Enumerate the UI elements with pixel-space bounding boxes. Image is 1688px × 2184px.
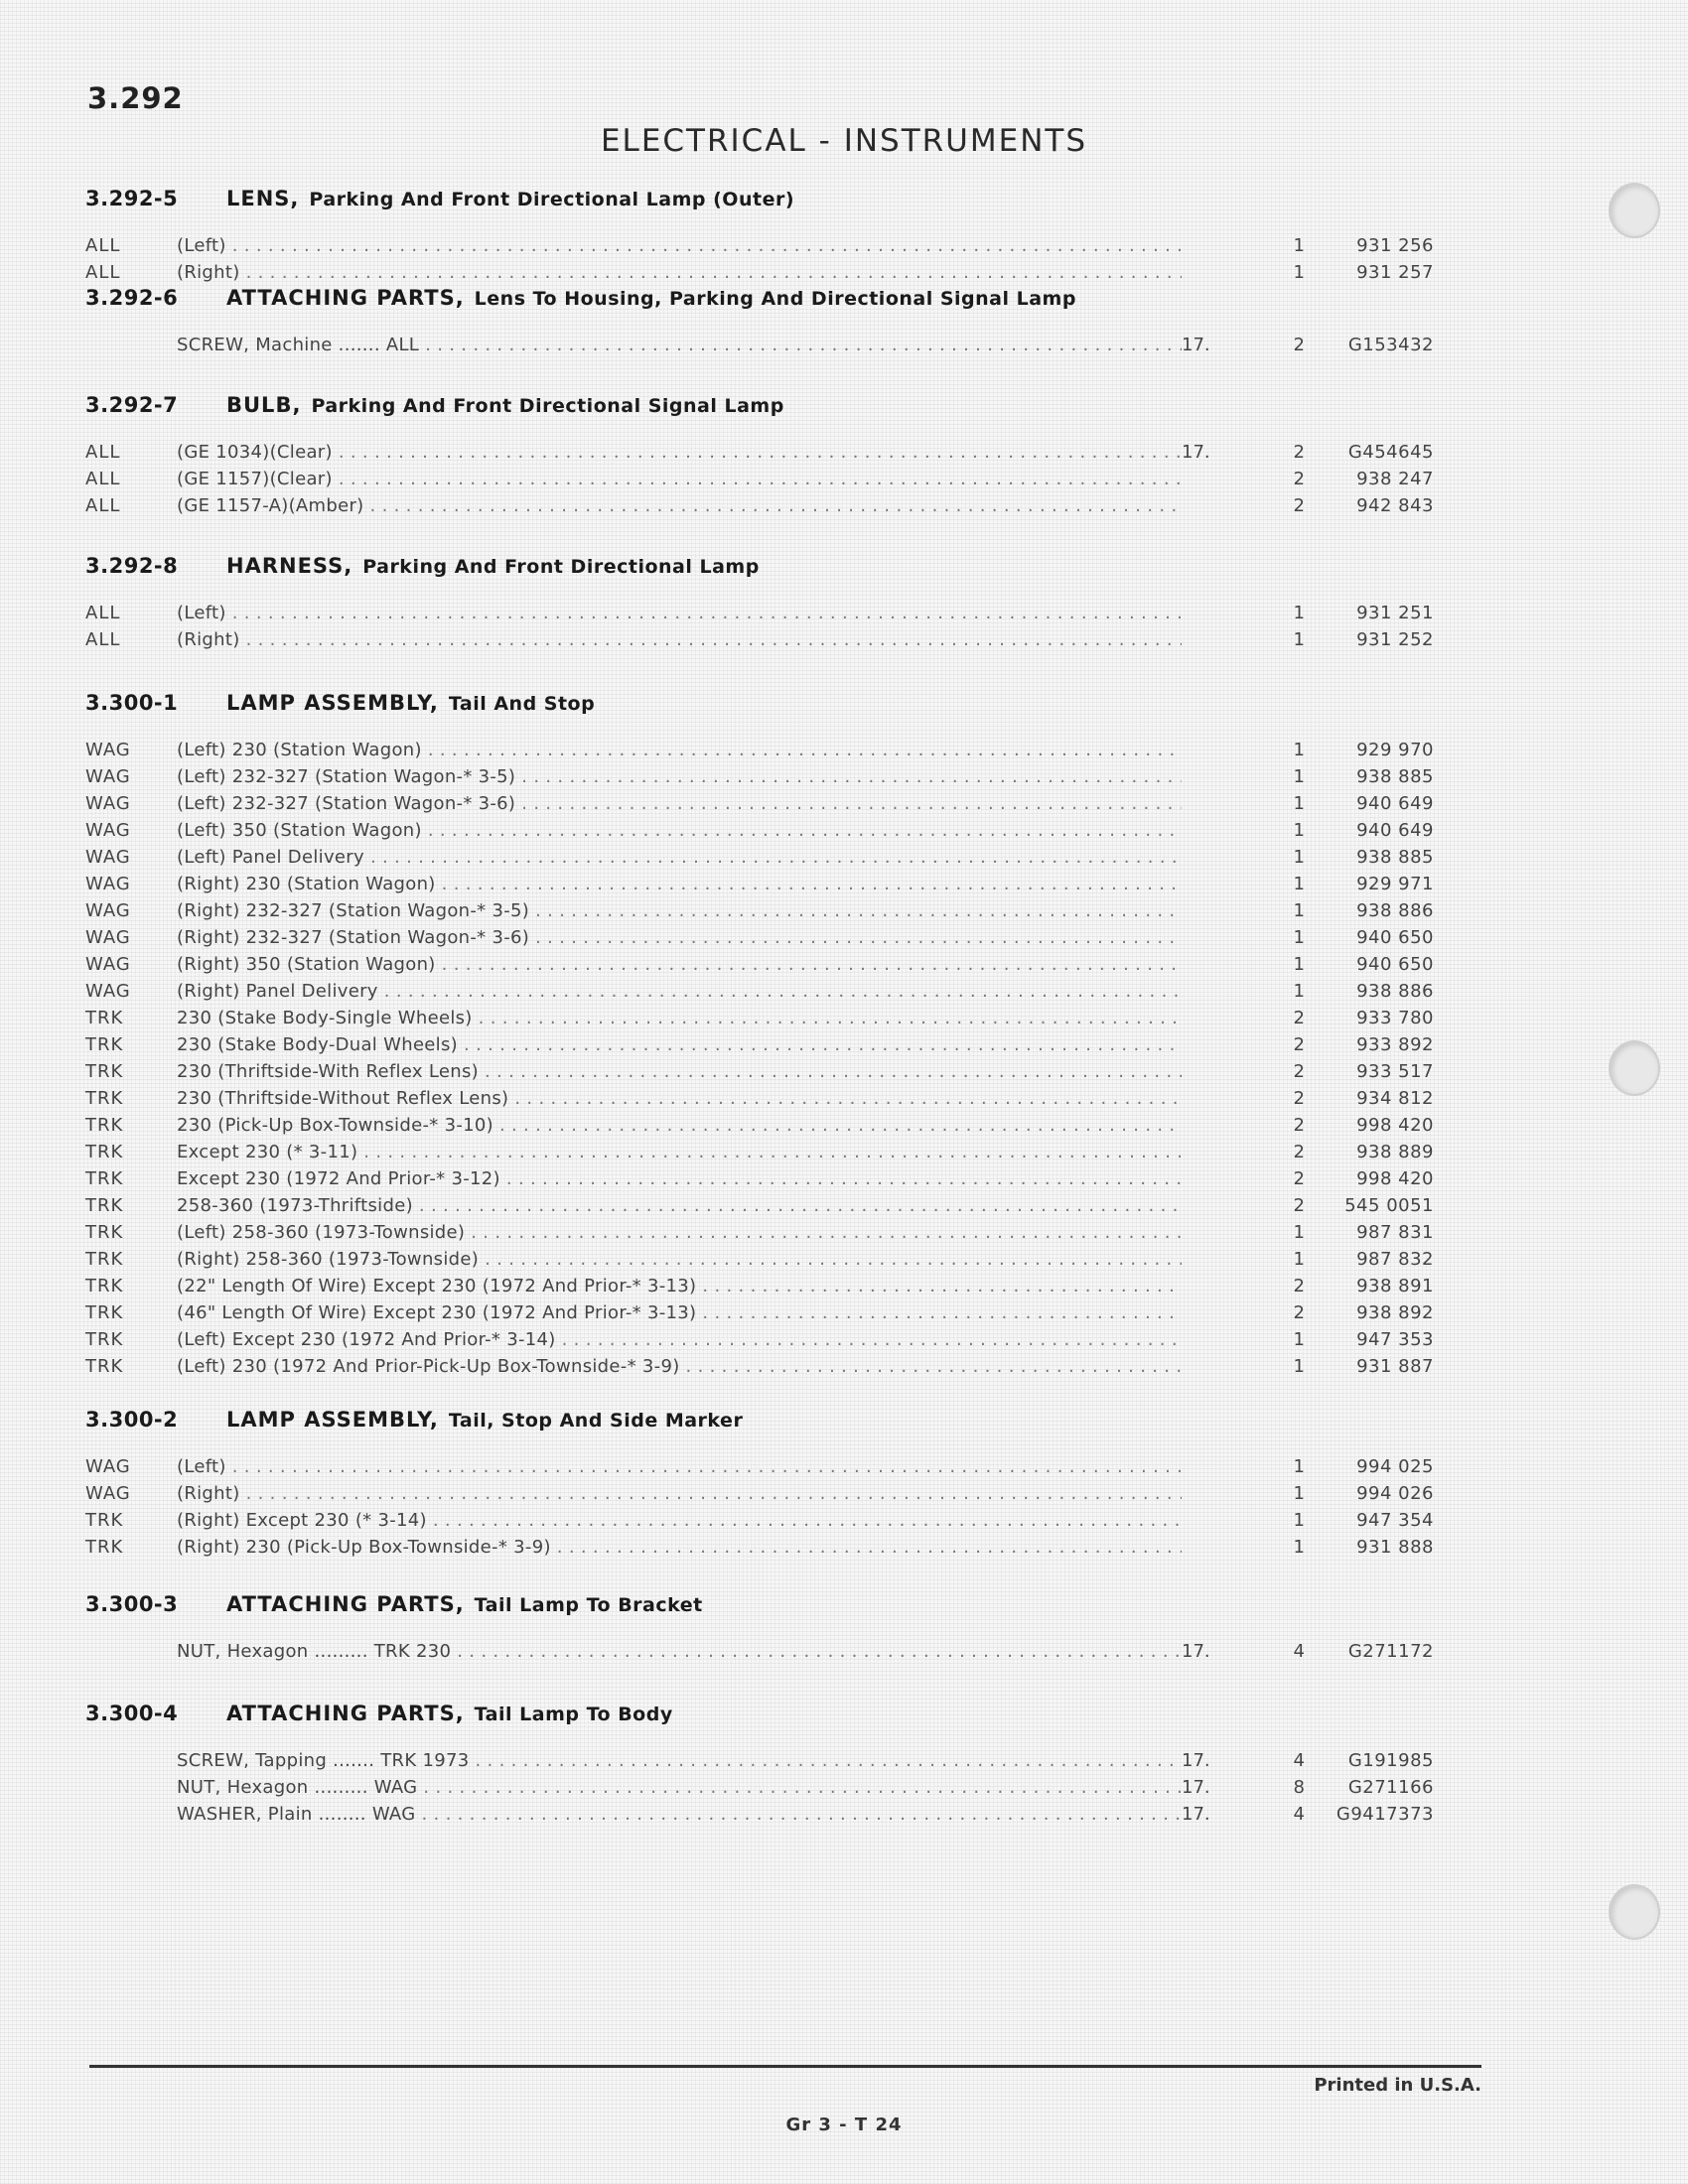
model-cell: TRK — [85, 1168, 124, 1189]
footer-page-ref: Gr 3 - T 24 — [785, 2115, 903, 2135]
part-row — [85, 1219, 1456, 1246]
description-cell: NUT, Hexagon ......... TRK 230 . . . — [177, 1638, 1182, 1665]
part-number-cell: 940 650 — [1356, 954, 1434, 975]
part-row — [85, 924, 1456, 951]
section-rows — [85, 1638, 1456, 1665]
part-number-cell: 938 886 — [1356, 900, 1434, 921]
part-row — [85, 1480, 1456, 1507]
printed-in-label: Printed in U.S.A. — [1314, 2075, 1481, 2096]
model-cell: ALL — [85, 495, 121, 516]
part-number-cell: 931 256 — [1356, 235, 1434, 256]
model-cell: ALL — [85, 442, 121, 463]
model-cell: TRK — [85, 1302, 124, 1323]
part-number-cell: 931 251 — [1356, 603, 1434, 623]
part-row — [85, 951, 1456, 978]
description-cell: 230 (Thriftside-Without Reflex Lens) . . . — [177, 1085, 1182, 1112]
quantity-cell: 4 — [1293, 1641, 1305, 1662]
section — [85, 1592, 1456, 1665]
quantity-cell: 1 — [1293, 793, 1305, 814]
model-cell: TRK — [85, 1142, 124, 1162]
part-number-cell: 940 649 — [1356, 820, 1434, 841]
part-number-cell: 998 420 — [1356, 1168, 1434, 1189]
part-row — [85, 1534, 1456, 1561]
part-row — [85, 737, 1456, 763]
quantity-cell: 1 — [1293, 981, 1305, 1002]
model-cell: TRK — [85, 1008, 124, 1028]
description-cell: (Left) 258-360 (1973-Townside) . . . — [177, 1219, 1182, 1246]
description-cell: WASHER, Plain ........ WAG . . . — [177, 1801, 1182, 1828]
description-cell: SCREW, Tapping ....... TRK 1973 . . . — [177, 1747, 1182, 1774]
part-row — [85, 1005, 1456, 1031]
description-cell: (Right) Panel Delivery . . . — [177, 978, 1182, 1005]
quantity-cell: 1 — [1293, 820, 1305, 841]
part-row — [85, 844, 1456, 871]
part-number-cell: 938 885 — [1356, 766, 1434, 787]
quantity-cell: 1 — [1293, 1249, 1305, 1270]
quantity-cell: 1 — [1293, 629, 1305, 650]
description-cell: 258-360 (1973-Thriftside) . . . — [177, 1192, 1182, 1219]
model-cell: TRK — [85, 1510, 124, 1531]
quantity-cell: 2 — [1293, 469, 1305, 489]
description-cell: (Right) . . . — [177, 259, 1182, 286]
part-row — [85, 1801, 1456, 1828]
quantity-cell: 1 — [1293, 1483, 1305, 1504]
page-number: 3.292 — [87, 81, 184, 115]
description-cell: Except 230 (* 3-11) . . . — [177, 1139, 1182, 1165]
part-number-cell: 931 887 — [1356, 1356, 1434, 1377]
section-code: 3.300-4 — [85, 1702, 179, 1725]
quantity-cell: 2 — [1293, 495, 1305, 516]
part-row — [85, 1747, 1456, 1774]
description-cell: (Left) 350 (Station Wagon) . . . — [177, 817, 1182, 844]
section-description: Parking And Front Directional Lamp (Outer) — [309, 189, 795, 210]
part-number-cell: G191985 — [1347, 1750, 1434, 1771]
description-cell: (Right) 230 (Station Wagon) . . . — [177, 871, 1182, 897]
group-cell: 17. — [1182, 1804, 1210, 1825]
model-cell: ALL — [85, 629, 121, 650]
section-description: Tail And Stop — [448, 693, 596, 715]
description-cell: (Left) 230 (1972 And Prior-Pick-Up Box-Townside-* 3-9) . . . — [177, 1353, 1182, 1380]
section-code: 3.300-2 — [85, 1408, 179, 1432]
part-number-cell: 933 780 — [1356, 1008, 1434, 1028]
part-number-cell: G9417373 — [1336, 1804, 1434, 1825]
part-number-cell: G454645 — [1347, 442, 1434, 463]
part-number-cell: 938 889 — [1356, 1142, 1434, 1162]
part-row — [85, 1085, 1456, 1112]
part-row — [85, 871, 1456, 897]
section-header — [85, 554, 1456, 594]
quantity-cell: 2 — [1293, 1115, 1305, 1136]
description-cell: (GE 1034)(Clear) . . . — [177, 439, 1182, 466]
quantity-cell: 2 — [1293, 1034, 1305, 1055]
footer-rule — [89, 2065, 1481, 2068]
quantity-cell: 1 — [1293, 954, 1305, 975]
description-cell: (Right) 232-327 (Station Wagon-* 3-6) . . . — [177, 924, 1182, 951]
part-row — [85, 763, 1456, 790]
section-header — [85, 691, 1456, 731]
description-cell: (Left) Panel Delivery . . . — [177, 844, 1182, 871]
quantity-cell: 1 — [1293, 262, 1305, 283]
part-row — [85, 332, 1456, 358]
section-code: 3.292-6 — [85, 286, 179, 310]
quantity-cell: 8 — [1293, 1777, 1305, 1798]
section-header — [85, 187, 1456, 226]
model-cell: WAG — [85, 1483, 131, 1504]
part-row — [85, 439, 1456, 466]
description-cell: (Left) 232-327 (Station Wagon-* 3-5) . . . — [177, 763, 1182, 790]
quantity-cell: 1 — [1293, 900, 1305, 921]
model-cell: ALL — [85, 603, 121, 623]
description-cell: (Left) 232-327 (Station Wagon-* 3-6) . . . — [177, 790, 1182, 817]
section-code: 3.292-7 — [85, 393, 179, 417]
section-header — [85, 1702, 1456, 1741]
part-number-cell: 931 888 — [1356, 1537, 1434, 1558]
section-header — [85, 1408, 1456, 1447]
part-row — [85, 978, 1456, 1005]
part-row — [85, 790, 1456, 817]
part-number-cell: G271166 — [1347, 1777, 1434, 1798]
part-number-cell: 998 420 — [1356, 1115, 1434, 1136]
description-cell: (Left) . . . — [177, 600, 1182, 626]
description-cell: 230 (Stake Body-Single Wheels) . . . — [177, 1005, 1182, 1031]
part-number-cell: 942 843 — [1356, 495, 1434, 516]
description-cell: (Right) 258-360 (1973-Townside) . . . — [177, 1246, 1182, 1273]
part-row — [85, 1031, 1456, 1058]
quantity-cell: 1 — [1293, 766, 1305, 787]
section-description: Parking And Front Directional Signal Lamp — [311, 395, 784, 417]
group-cell: 17. — [1182, 442, 1210, 463]
quantity-cell: 1 — [1293, 847, 1305, 868]
quantity-cell: 2 — [1293, 1276, 1305, 1297]
section-name: ATTACHING PARTS, — [226, 286, 465, 310]
description-cell: (Right) 232-327 (Station Wagon-* 3-5) . . . — [177, 897, 1182, 924]
group-cell: 17. — [1182, 1777, 1210, 1798]
part-number-cell: 947 354 — [1356, 1510, 1434, 1531]
quantity-cell: 2 — [1293, 335, 1305, 355]
part-number-cell: 938 886 — [1356, 981, 1434, 1002]
section — [85, 187, 1456, 286]
part-number-cell: 938 891 — [1356, 1276, 1434, 1297]
description-cell: (GE 1157-A)(Amber) . . . — [177, 492, 1182, 519]
part-number-cell: 929 970 — [1356, 740, 1434, 760]
section-name: LAMP ASSEMBLY, — [226, 1408, 439, 1432]
model-cell: WAG — [85, 740, 131, 760]
part-row — [85, 1246, 1456, 1273]
part-number-cell: 938 247 — [1356, 469, 1434, 489]
section-description: Tail Lamp To Body — [474, 1704, 673, 1725]
part-number-cell: 938 892 — [1356, 1302, 1434, 1323]
quantity-cell: 2 — [1293, 1008, 1305, 1028]
section-rows — [85, 1453, 1456, 1561]
part-number-cell: 934 812 — [1356, 1088, 1434, 1109]
quantity-cell: 2 — [1293, 1061, 1305, 1082]
description-cell: (Left) . . . — [177, 1453, 1182, 1480]
binder-hole-bottom — [1609, 1884, 1660, 1940]
part-row — [85, 1299, 1456, 1326]
section-rows — [85, 232, 1456, 286]
part-number-cell: 940 650 — [1356, 927, 1434, 948]
part-row — [85, 492, 1456, 519]
section — [85, 1408, 1456, 1561]
description-cell: (Right) . . . — [177, 1480, 1182, 1507]
section-code: 3.300-3 — [85, 1592, 179, 1616]
model-cell: WAG — [85, 874, 131, 894]
part-row — [85, 1139, 1456, 1165]
model-cell: WAG — [85, 954, 131, 975]
section-name: BULB, — [226, 393, 302, 417]
quantity-cell: 1 — [1293, 1537, 1305, 1558]
part-row — [85, 1112, 1456, 1139]
model-cell: TRK — [85, 1356, 124, 1377]
part-row — [85, 466, 1456, 492]
part-row — [85, 1453, 1456, 1480]
model-cell: TRK — [85, 1088, 124, 1109]
binder-hole-middle — [1609, 1040, 1660, 1096]
quantity-cell: 1 — [1293, 603, 1305, 623]
quantity-cell: 2 — [1293, 442, 1305, 463]
quantity-cell: 1 — [1293, 927, 1305, 948]
part-row — [85, 232, 1456, 259]
group-cell: 17. — [1182, 335, 1210, 355]
section-name: HARNESS, — [226, 554, 353, 578]
section-description: Tail Lamp To Bracket — [474, 1594, 703, 1616]
section-description: Tail, Stop And Side Marker — [448, 1410, 744, 1432]
part-number-cell: 933 892 — [1356, 1034, 1434, 1055]
section — [85, 393, 1456, 519]
part-row — [85, 1192, 1456, 1219]
description-cell: (Left) Except 230 (1972 And Prior-* 3-14) . . . — [177, 1326, 1182, 1353]
part-row — [85, 1507, 1456, 1534]
section-code: 3.300-1 — [85, 691, 179, 715]
part-row — [85, 1273, 1456, 1299]
section — [85, 1702, 1456, 1828]
description-cell: (Right) 350 (Station Wagon) . . . — [177, 951, 1182, 978]
quantity-cell: 1 — [1293, 874, 1305, 894]
model-cell: WAG — [85, 820, 131, 841]
section-header — [85, 1592, 1456, 1632]
part-number-cell: 938 885 — [1356, 847, 1434, 868]
quantity-cell: 1 — [1293, 740, 1305, 760]
model-cell: WAG — [85, 981, 131, 1002]
page-title: ELECTRICAL - INSTRUMENTS — [600, 123, 1088, 159]
part-number-cell: G153432 — [1347, 335, 1434, 355]
part-row — [85, 1058, 1456, 1085]
part-number-cell: 933 517 — [1356, 1061, 1434, 1082]
group-cell: 17. — [1182, 1750, 1210, 1771]
section-description: Parking And Front Directional Lamp — [362, 556, 760, 578]
part-number-cell: 545 0051 — [1344, 1195, 1434, 1216]
model-cell: TRK — [85, 1276, 124, 1297]
model-cell: WAG — [85, 927, 131, 948]
model-cell: TRK — [85, 1537, 124, 1558]
model-cell: TRK — [85, 1115, 124, 1136]
description-cell: 230 (Thriftside-With Reflex Lens) . . . — [177, 1058, 1182, 1085]
description-cell: 230 (Pick-Up Box-Townside-* 3-10) . . . — [177, 1112, 1182, 1139]
section-description: Lens To Housing, Parking And Directional Signal Lamp — [474, 288, 1076, 310]
section — [85, 286, 1456, 358]
section-header — [85, 286, 1456, 326]
part-number-cell: 931 257 — [1356, 262, 1434, 283]
group-cell: 17. — [1182, 1641, 1210, 1662]
section-rows — [85, 600, 1456, 653]
section-code: 3.292-5 — [85, 187, 179, 210]
quantity-cell: 1 — [1293, 235, 1305, 256]
section-rows — [85, 332, 1456, 358]
description-cell: (GE 1157)(Clear) . . . — [177, 466, 1182, 492]
description-cell: (Left) 230 (Station Wagon) . . . — [177, 737, 1182, 763]
model-cell: ALL — [85, 235, 121, 256]
quantity-cell: 2 — [1293, 1195, 1305, 1216]
quantity-cell: 2 — [1293, 1168, 1305, 1189]
part-number-cell: 929 971 — [1356, 874, 1434, 894]
description-cell: SCREW, Machine ....... ALL . . . — [177, 332, 1182, 358]
model-cell: WAG — [85, 1456, 131, 1477]
part-number-cell: 994 026 — [1356, 1483, 1434, 1504]
section-header — [85, 393, 1456, 433]
quantity-cell: 1 — [1293, 1510, 1305, 1531]
section-rows — [85, 737, 1456, 1380]
model-cell: WAG — [85, 847, 131, 868]
description-cell: Except 230 (1972 And Prior-* 3-12) . . . — [177, 1165, 1182, 1192]
description-cell: (46" Length Of Wire) Except 230 (1972 And Prior-* 3-13) . . . — [177, 1299, 1182, 1326]
quantity-cell: 2 — [1293, 1088, 1305, 1109]
part-row — [85, 1165, 1456, 1192]
model-cell: TRK — [85, 1222, 124, 1243]
part-row — [85, 817, 1456, 844]
quantity-cell: 1 — [1293, 1456, 1305, 1477]
model-cell: WAG — [85, 793, 131, 814]
part-number-cell: 987 831 — [1356, 1222, 1434, 1243]
section — [85, 691, 1456, 1380]
quantity-cell: 2 — [1293, 1302, 1305, 1323]
model-cell: TRK — [85, 1249, 124, 1270]
model-cell: ALL — [85, 262, 121, 283]
quantity-cell: 1 — [1293, 1222, 1305, 1243]
quantity-cell: 4 — [1293, 1750, 1305, 1771]
part-number-cell: G271172 — [1347, 1641, 1434, 1662]
section-code: 3.292-8 — [85, 554, 179, 578]
description-cell: (Right) 230 (Pick-Up Box-Townside-* 3-9) . . . — [177, 1534, 1182, 1561]
model-cell: WAG — [85, 766, 131, 787]
model-cell: TRK — [85, 1061, 124, 1082]
part-row — [85, 1638, 1456, 1665]
section-rows — [85, 439, 1456, 519]
quantity-cell: 4 — [1293, 1804, 1305, 1825]
description-cell: 230 (Stake Body-Dual Wheels) . . . — [177, 1031, 1182, 1058]
part-number-cell: 947 353 — [1356, 1329, 1434, 1350]
section-rows — [85, 1747, 1456, 1828]
description-cell: NUT, Hexagon ......... WAG . . . — [177, 1774, 1182, 1801]
binder-hole-top — [1609, 183, 1660, 238]
section — [85, 554, 1456, 653]
description-cell: (Right) Except 230 (* 3-14) . . . — [177, 1507, 1182, 1534]
model-cell: ALL — [85, 469, 121, 489]
section-name: LAMP ASSEMBLY, — [226, 691, 439, 715]
part-number-cell: 994 025 — [1356, 1456, 1434, 1477]
part-row — [85, 259, 1456, 286]
section-name: ATTACHING PARTS, — [226, 1592, 465, 1616]
part-row — [85, 626, 1456, 653]
part-number-cell: 987 832 — [1356, 1249, 1434, 1270]
model-cell: TRK — [85, 1329, 124, 1350]
description-cell: (Right) . . . — [177, 626, 1182, 653]
part-row — [85, 600, 1456, 626]
quantity-cell: 1 — [1293, 1329, 1305, 1350]
part-row — [85, 1326, 1456, 1353]
model-cell: TRK — [85, 1195, 124, 1216]
part-row — [85, 1353, 1456, 1380]
quantity-cell: 2 — [1293, 1142, 1305, 1162]
model-cell: WAG — [85, 900, 131, 921]
quantity-cell: 1 — [1293, 1356, 1305, 1377]
part-number-cell: 940 649 — [1356, 793, 1434, 814]
model-cell: TRK — [85, 1034, 124, 1055]
description-cell: (Left) . . . — [177, 232, 1182, 259]
part-row — [85, 897, 1456, 924]
part-number-cell: 931 252 — [1356, 629, 1434, 650]
description-cell: (22" Length Of Wire) Except 230 (1972 And Prior-* 3-13) . . . — [177, 1273, 1182, 1299]
section-name: ATTACHING PARTS, — [226, 1702, 465, 1725]
part-row — [85, 1774, 1456, 1801]
section-name: LENS, — [226, 187, 300, 210]
